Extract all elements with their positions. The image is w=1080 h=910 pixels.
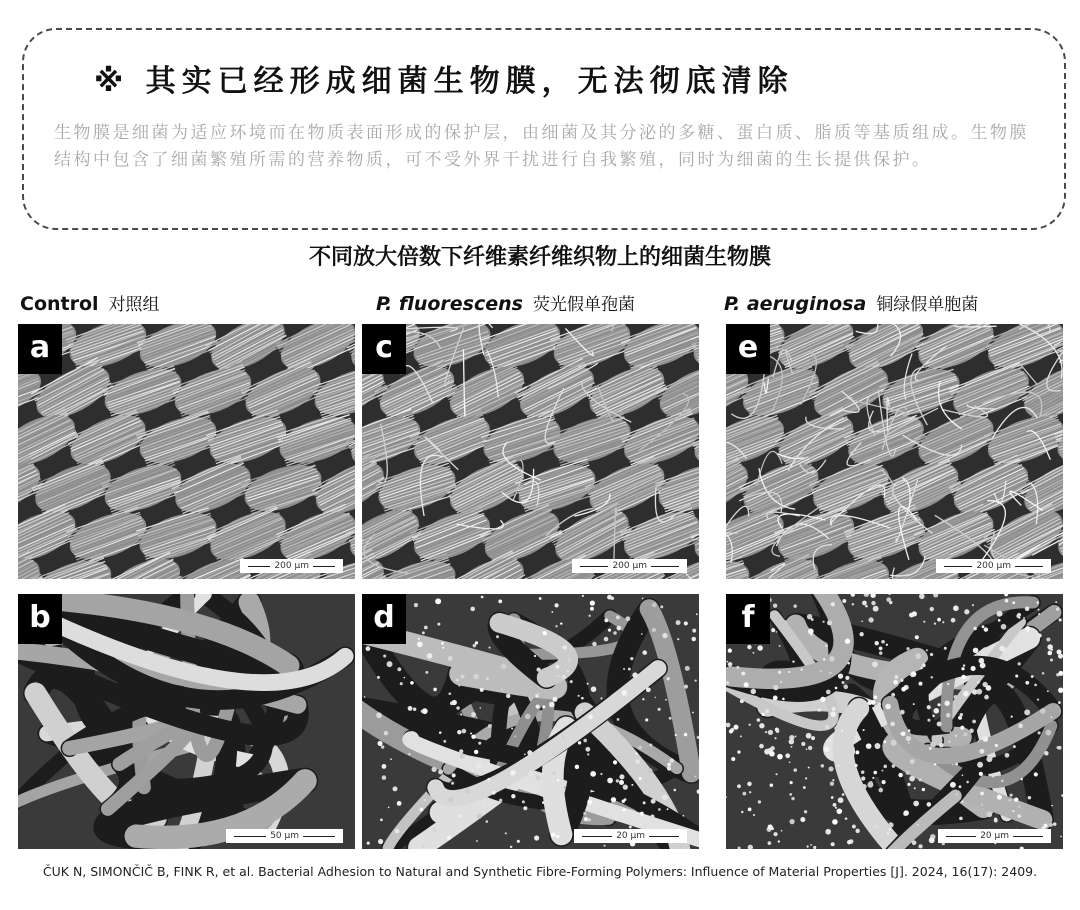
scale-bar — [574, 829, 687, 843]
callout-title: ※ 其实已经形成细菌生物膜，无法彻底清除 — [94, 64, 794, 99]
scale-bar — [572, 559, 687, 573]
column-header-p-fluorescens — [376, 290, 635, 315]
panel-label: e — [726, 324, 770, 374]
scale-bar — [938, 829, 1051, 843]
scale-bar — [226, 829, 343, 843]
column-name-en: P. aeruginosa — [724, 293, 867, 315]
scale-label: 20 μm — [616, 831, 645, 841]
sem-panel-d — [362, 594, 699, 849]
column-header-p-aeruginosa — [724, 290, 978, 315]
column-name-zh: 铜绿假单胞菌 — [876, 295, 979, 315]
sem-image-fibers-heavy — [726, 594, 1063, 849]
callout-body: 生物膜是细菌为适应环境而在物质表面形成的保护层，由细菌及其分泌的多糖、蛋白质、脂质等基质组成。生物膜结构中包含了细菌繁殖所需的营养物质，可不受外界干扰进行自我繁殖，同时为细菌的生长提供保护。 — [54, 123, 1029, 170]
scale-bar — [936, 559, 1051, 573]
sem-image-weave-heavy — [726, 324, 1063, 579]
panel-label: f — [726, 594, 770, 644]
panel-label: c — [362, 324, 406, 374]
sem-image-fibers — [18, 594, 355, 849]
citation: ČUK N, SIMONČIČ B, FINK R, et al. Bacterial Adhesion to Natural and Synthetic Fibre-Forming Polymers: Influence of Material Properties [J]. 2024, 16(17): 2409. — [42, 864, 1038, 879]
scale-bar — [240, 559, 343, 573]
sem-panel-b — [18, 594, 355, 849]
sem-image-weave — [18, 324, 355, 579]
column-header-control — [20, 290, 160, 315]
column-name-en: P. fluorescens — [376, 293, 523, 315]
sem-image-weave-biofilm — [362, 324, 699, 579]
sem-panel-e — [726, 324, 1063, 579]
scale-label: 200 μm — [274, 561, 309, 571]
column-name-en: Control — [20, 293, 99, 315]
sem-image-fibers-biofilm — [362, 594, 699, 849]
column-name-zh: 荧光假单孢菌 — [532, 295, 635, 315]
callout-box — [22, 28, 1066, 230]
figure-title: 不同放大倍数下纤维素纤维织物上的细菌生物膜 — [308, 245, 771, 270]
sem-panel-c — [362, 324, 699, 579]
sem-panel-a — [18, 324, 355, 579]
panel-label: a — [18, 324, 62, 374]
scale-label: 20 μm — [980, 831, 1009, 841]
sem-panel-f — [726, 594, 1063, 849]
scale-label: 50 μm — [270, 831, 299, 841]
panel-label: b — [18, 594, 62, 644]
panel-label: d — [362, 594, 406, 644]
scale-label: 200 μm — [612, 561, 647, 571]
scale-label: 200 μm — [976, 561, 1011, 571]
column-name-zh: 对照组 — [108, 295, 160, 315]
